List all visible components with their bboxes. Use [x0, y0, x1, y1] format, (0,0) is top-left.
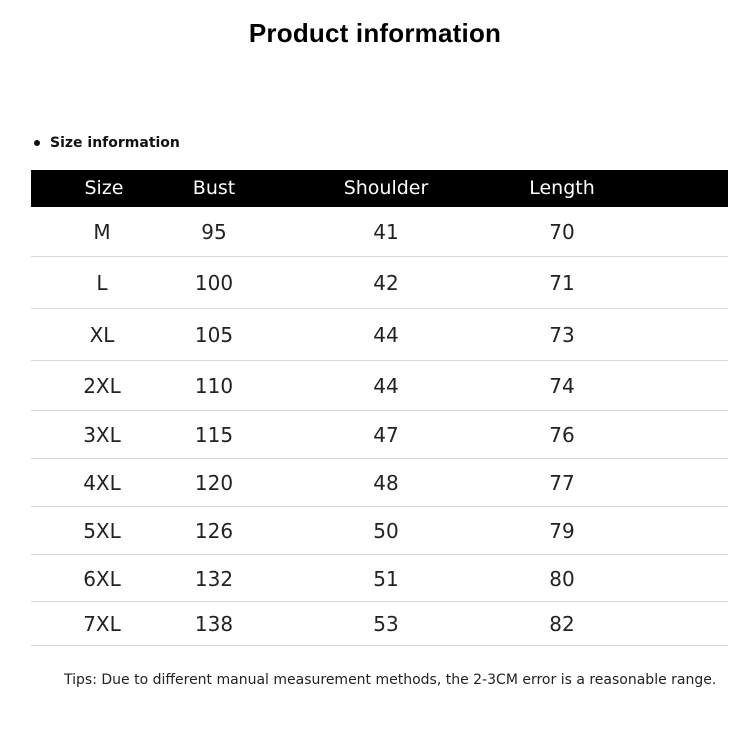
cell-shoulder: 48 — [373, 471, 399, 495]
cell-size: 7XL — [83, 612, 121, 636]
cell-bust: 132 — [194, 566, 234, 591]
table-row — [31, 459, 728, 507]
cell-bust: 138 — [194, 612, 234, 636]
cell-length: 74 — [549, 374, 575, 398]
cell-shoulder: 50 — [373, 519, 399, 543]
tips-text: Tips: Due to different manual measurement methods, the 2-3CM error is a reasonable range. — [64, 672, 717, 688]
cell-bust: 120 — [194, 471, 234, 495]
cell-shoulder: 41 — [373, 220, 399, 244]
cell-bust: 105 — [194, 323, 234, 347]
cell-shoulder: 47 — [373, 423, 399, 447]
cell-size: 4XL — [83, 471, 121, 495]
cell-length: 82 — [549, 612, 575, 636]
header-bust: Bust — [192, 177, 236, 199]
page-title: Product information — [248, 18, 502, 48]
cell-bust: 126 — [194, 519, 234, 543]
table-row — [31, 361, 728, 411]
cell-length: 77 — [549, 471, 575, 495]
cell-size: XL — [89, 323, 115, 347]
section-label: Size information — [50, 135, 180, 151]
cell-length: 76 — [549, 423, 575, 447]
cell-shoulder: 53 — [373, 612, 399, 636]
table-header — [31, 170, 728, 207]
cell-shoulder: 51 — [373, 566, 399, 591]
table-row — [31, 411, 728, 459]
row-divider — [31, 645, 728, 646]
header-shoulder: Shoulder — [343, 177, 429, 199]
cell-shoulder: 44 — [373, 374, 399, 398]
cell-bust: 100 — [194, 271, 234, 295]
cell-size: 5XL — [83, 519, 121, 543]
table-row — [31, 207, 728, 257]
table-row — [31, 507, 728, 555]
cell-size: M — [93, 220, 111, 244]
cell-length: 71 — [549, 271, 575, 295]
cell-length: 79 — [549, 519, 575, 543]
bullet-icon — [34, 140, 40, 146]
cell-shoulder: 44 — [373, 323, 399, 347]
header-size: Size — [84, 177, 124, 199]
table-row — [31, 257, 728, 309]
section-heading — [34, 135, 180, 151]
cell-bust: 95 — [201, 220, 227, 244]
cell-size: L — [96, 271, 108, 295]
cell-size: 6XL — [83, 566, 121, 591]
cell-shoulder: 42 — [373, 271, 399, 295]
cell-length: 73 — [549, 323, 575, 347]
cell-bust: 115 — [194, 423, 234, 447]
table-row — [31, 602, 728, 646]
cell-length: 70 — [549, 220, 575, 244]
cell-bust: 110 — [194, 374, 234, 398]
cell-size: 2XL — [83, 374, 121, 398]
cell-length: 80 — [549, 566, 575, 591]
table-row — [31, 555, 728, 602]
cell-size: 3XL — [83, 423, 121, 447]
header-length: Length — [529, 177, 595, 199]
table-row — [31, 309, 728, 361]
